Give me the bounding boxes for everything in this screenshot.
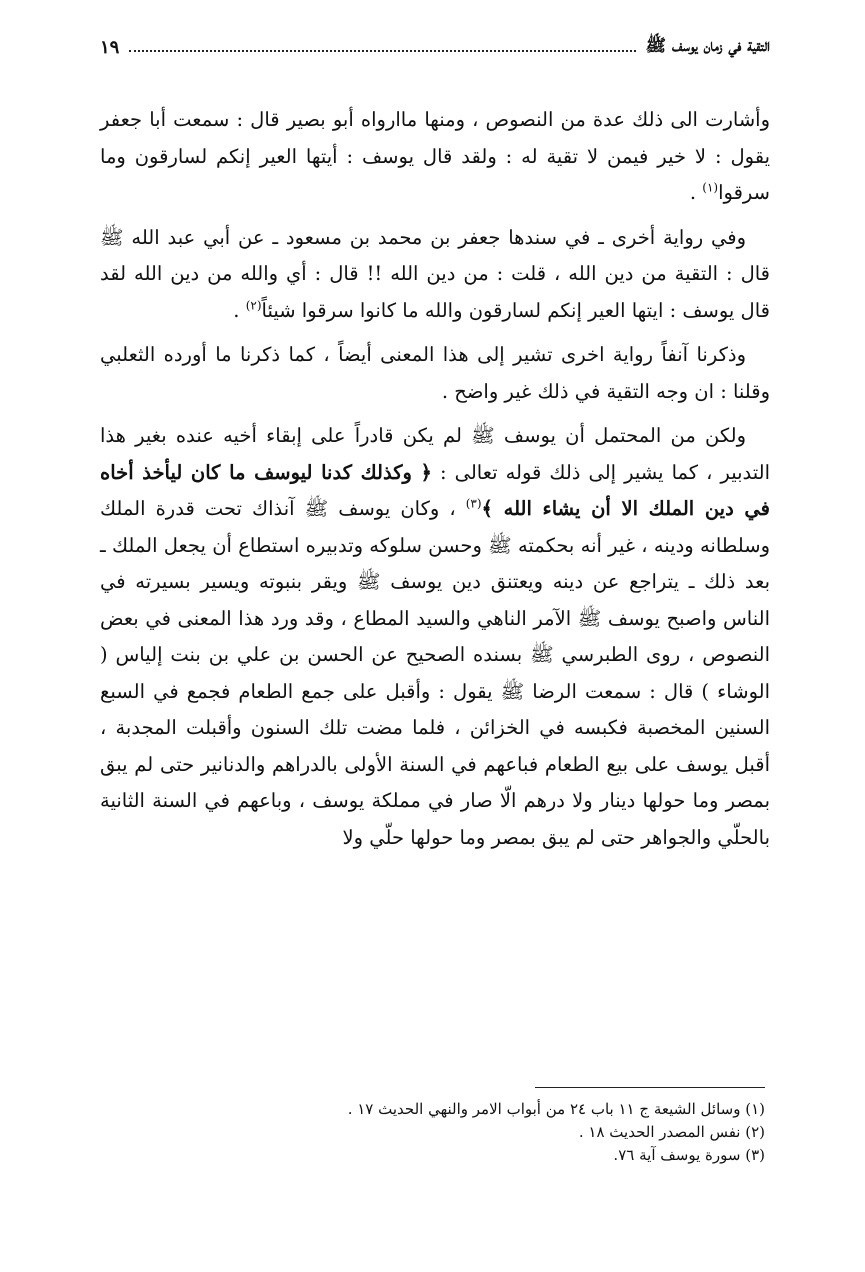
footnote-3: (٣) سورة يوسف آية ٧٦. [613, 1146, 765, 1164]
paragraph-1-end: . [689, 181, 703, 204]
footnote-ref-2: (٢) [245, 298, 262, 312]
paragraph-3: وذكرنا آنفاً رواية اخرى تشير إلى هذا المعنى أيضاً ، كما ذكرنا ما أورده الثعلبي وقلنا : ان وجه التقية في ذلك غير واضح . [100, 343, 770, 403]
paragraph-2-text: وفي رواية أخرى ـ في سندها جعفر بن محمد بن مسعود ـ عن أبي عبد الله ﷺ قال : التقية من دين الله ، قلت : من دين الله !! قال : أي والله من دين الله لقد قال يوسف : ايتها العير إنكم لسارقون والله ما كانوا سرقوا شيئاً [100, 225, 770, 322]
book-page [100, 30, 770, 864]
footnotes [95, 1098, 765, 1167]
page-number: ١٩ [100, 36, 120, 58]
footnote-ref-3: (٣) [465, 496, 482, 511]
paragraph-4-text-a: ولكن من المحتمل أن يوسف ﷺ لم يكن قادراً على إبقاء أخيه عنده بغير هذا التدبير ، كما يشير إلى ذلك قوله تعالى : [100, 424, 770, 484]
running-title: التقية في زمان يوسف ﷺ [645, 35, 770, 56]
paragraph-2 [100, 220, 770, 330]
paragraph-1 [100, 102, 770, 212]
paragraph-4 [100, 418, 770, 856]
footnote-2: (٢) نفس المصدر الحديث ١٨ . [578, 1123, 765, 1141]
footnote-divider [535, 1087, 765, 1088]
running-header [100, 30, 770, 64]
paragraph-2-end: . [233, 298, 246, 322]
main-text [100, 102, 770, 856]
footnote-1: (١) وسائل الشيعة ج ١١ باب ٢٤ من أبواب الامر والنهي الحديث ١٧ . [347, 1100, 765, 1118]
quran-verse: ﴿ وكذلك كدنا ليوسف ما كان ليأخذ أخاه في دين الملك الا أن يشاء الله ﴾ [100, 460, 771, 520]
paragraph-1-text: وأشارت الى ذلك عدة من النصوص ، ومنها ماارواه أبو بصير قال : سمعت أبا جعفر يقول : لا خير فيمن لا تقية له : ولقد قال يوسف : أيتها العير إنكم لسارقون وما سرقوا [100, 108, 770, 204]
paragraph-4-text-b: ، وكان يوسف ﷺ آنذاك تحت قدرة الملك وسلطانه ودينه ، غير أنه بحكمته ﷺ وحسن سلوكه وتدبيره استطاع أن يجعل الملك ـ بعد ذلك ـ يتراجع عن دينه ويعتنق دين يوسف ﷺ ويقر بنبوته ويسير بسيرته في الناس واصبح يوسف ﷺ الآمر الناهي والسيد المطاع ، وقد ورد هذا المعنى في بعض النصوص ، روى الطبرسي ﷺ بسنده الصحيح عن الحسن بن علي بن بنت إلياس ( الوشاء ) قال : سمعت الرضا ﷺ يقول : وأقبل على جمع الطعام فجمع في السبع السنين المخصبة فكبسه في الخزائن ، فلما مضت تلك السنون وأقبلت المجدبة ، أقبل يوسف على بيع الطعام فباعهم في السنة الأولى بالدراهم والدنانير حتى لم يبق بمصر وما حولها دينار ولا درهم الّا صار في مملكة يوسف ، وباعهم في السنة الثانية بالحلّي والجواهر حتى لم يبق بمصر وما حولها حلّي ولا [100, 497, 770, 849]
leader-dots [129, 50, 635, 52]
footnote-ref-1: (١) [702, 180, 719, 195]
